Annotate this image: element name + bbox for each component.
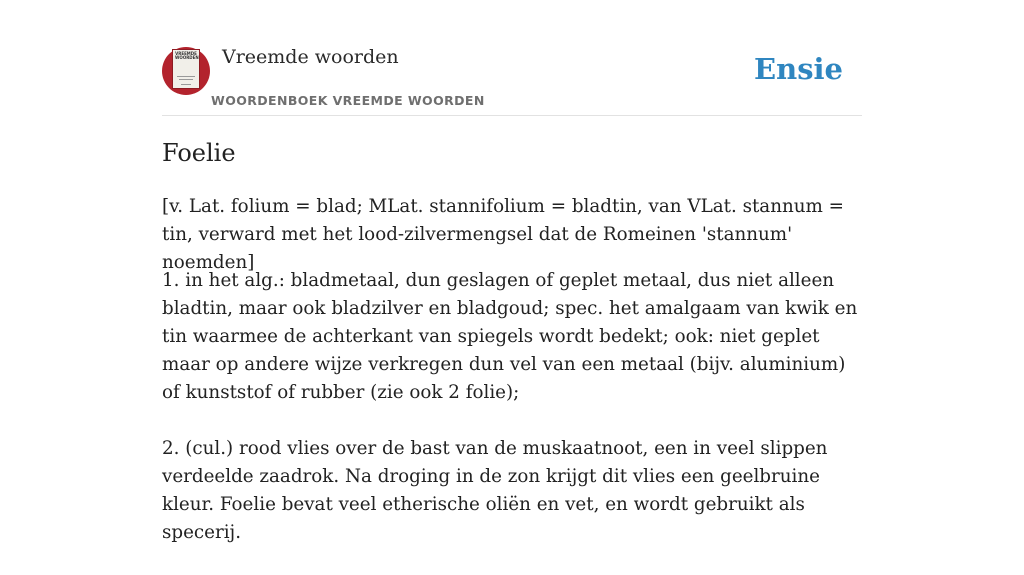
- book-cover-line: [177, 76, 195, 77]
- book-cover-icon: [173, 50, 199, 88]
- book-cover-line: [179, 79, 193, 80]
- source-name-link[interactable]: Vreemde woorden: [222, 46, 399, 68]
- book-cover-title: VREEMDE WOORDEN: [175, 51, 199, 60]
- source-logo[interactable]: [162, 47, 210, 95]
- entry-etymology: [v. Lat. folium = blad; MLat. stannifolium = bladtin, van VLat. stannum = tin, verward met het lood-zilvermengsel dat de Romeinen 'stannum' noemden]: [162, 196, 844, 273]
- definition-item: 1. in het alg.: bladmetaal, dun geslagen of geplet metaal, dus niet alleen bladtin, maar ook bladzilver en bladgoud; spec. het amalgaam van kwik en tin waarmee de achterkant van spiegels wordt bedekt; ook: niet geplet maar op andere wijze verkregen dun vel van een metaal (bijv. aluminium) of kunststof of rubber (zie ook 2 folie);: [162, 270, 858, 403]
- definition-item: 2. (cul.) rood vlies over de bast van de muskaatnoot, een in veel slippen verdeelde zaadrok. Na droging in de zon krijgt dit vlies een geelbruine kleur. Foelie bevat veel etherische oliën en vet, en wordt gebruikt als specerij.: [162, 438, 828, 543]
- page-container: [162, 0, 862, 543]
- entry-definitions: [162, 267, 862, 575]
- entry-header: [162, 0, 862, 116]
- brand-logo-link[interactable]: Ensie: [754, 52, 843, 86]
- entry-term: Foelie: [162, 139, 236, 167]
- book-cover-line: [181, 84, 191, 85]
- source-subtitle: WOORDENBOEK VREEMDE WOORDEN: [211, 93, 485, 108]
